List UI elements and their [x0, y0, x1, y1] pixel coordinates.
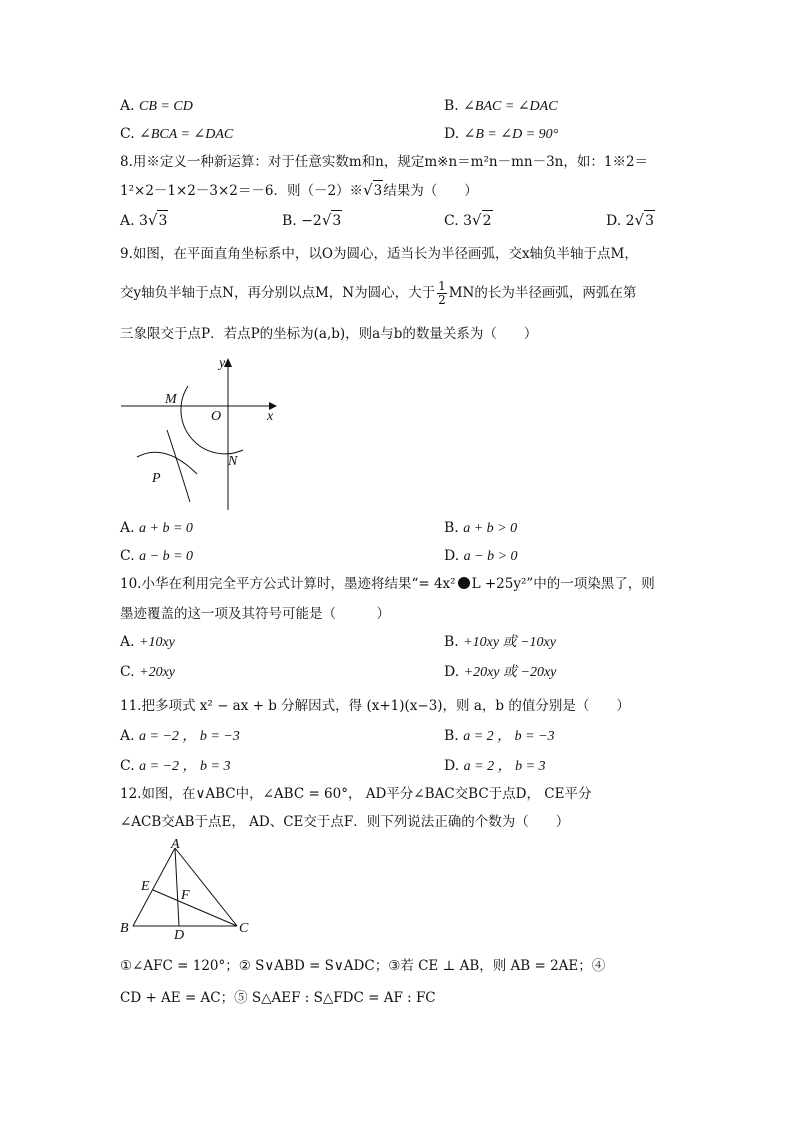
label-a: A: [171, 838, 180, 852]
radicand: 3: [331, 210, 342, 231]
option-expression: +20xy: [139, 665, 175, 680]
q9-stem-line3: 三象限交于点P．若点P的坐标为(a,b)，则a与b的数量关系为（ ）: [120, 326, 538, 342]
option-expression: a + b = 0: [139, 521, 193, 536]
option-expression: CB = CD: [139, 99, 193, 114]
q9-stem-line2: [120, 280, 636, 307]
option-label: B.: [444, 728, 464, 744]
q7-option-a: [120, 96, 193, 117]
label-m: M: [165, 392, 177, 407]
q8-option-d: [606, 210, 655, 231]
q9-stem-tail: MN的长为半径画弧，两弧在第: [448, 285, 637, 301]
q12-stem-line1: 12.如图，在∨ABC中，∠ABC = 60°， AD平分∠BAC交BC于点D， CE平分: [120, 786, 592, 802]
label-o: O: [211, 409, 222, 424]
option-expression: ∠B = ∠D = 90°: [463, 127, 559, 142]
sqrt-icon: √: [321, 211, 332, 229]
q11-option-d: [444, 756, 546, 777]
q8-stem-text: 1²×2－1×2－3×2＝－6．则（－2）※: [120, 183, 364, 199]
fraction-denominator: 2: [438, 293, 446, 307]
q10-stem-line1: [120, 574, 655, 594]
option-label: A.: [120, 728, 140, 744]
option-expression: a − b = 0: [139, 549, 194, 564]
q7-option-c: [120, 124, 233, 145]
option-expression: +20xy 或 −20xy: [463, 665, 557, 680]
option-expression: a = −2 ， b = 3: [139, 759, 231, 774]
q12-stem-line2: ∠ACB交AB于点E， AD、CE交于点F．则下列说法正确的个数为（ ）: [120, 814, 570, 830]
option-label: C.: [120, 664, 140, 680]
option-expression: +10xy 或 −10xy: [463, 635, 556, 650]
q7-option-b: [444, 96, 558, 117]
sqrt-icon: √: [634, 211, 645, 229]
q12-statements-line1: ①∠AFC = 120°；② S∨ABD = S∨ADC；③若 CE ⊥ AB，则 AB = 2AE；④: [120, 958, 606, 974]
q9-stem-line1: 9.如图，在平面直角坐标系中，以O为圆心，适当长为半径画弧，交x轴负半轴于点M，: [120, 246, 638, 262]
q10-option-a: [120, 632, 175, 653]
label-y: y: [219, 356, 226, 371]
q12-statements-line2: CD + AE = AC；⑤ S△AEF : S△FDC = AF : FC: [120, 990, 436, 1006]
option-expression: a = 2 ， b = 3: [463, 759, 546, 774]
label-d: D: [174, 928, 185, 940]
q11-option-a: [120, 726, 240, 747]
label-c: C: [239, 921, 249, 936]
q10-stem-tail: L +25y²”中的一项染黑了，则: [471, 576, 655, 592]
option-label: D.: [444, 758, 464, 774]
option-expression: ∠BCA = ∠DAC: [139, 127, 234, 142]
label-e: E: [141, 879, 150, 894]
label-b: B: [120, 921, 129, 936]
option-expression: +10xy: [139, 635, 175, 650]
option-label: A.: [120, 634, 140, 650]
option-expression: a − b > 0: [463, 549, 518, 564]
option-label: C.: [120, 548, 140, 564]
label-p: P: [152, 471, 161, 486]
sqrt-icon: √: [147, 211, 158, 229]
option-expression: a + b > 0: [463, 521, 518, 536]
q11-stem: 11.把多项式 x² − ax + b 分解因式，得 (x+1)(x−3)，则 a，b 的值分别是（ ）: [120, 698, 630, 714]
option-label: B. −2: [282, 213, 322, 229]
q10-option-d: [444, 662, 556, 683]
fraction-numerator: 1: [438, 279, 446, 293]
option-label: D. 2: [606, 213, 635, 229]
option-label: B.: [444, 520, 464, 536]
option-label: D.: [444, 126, 464, 142]
arc-from-m: [167, 430, 190, 502]
sqrt-icon: √: [363, 181, 373, 199]
q8-stem-line2: [120, 180, 478, 201]
option-label: A.: [120, 520, 140, 536]
option-label: C.: [120, 126, 140, 142]
sqrt-icon: √: [472, 211, 482, 229]
q10-stem-text: 10.小华在利用完全平方公式计算时，墨迹将结果“= 4x²: [120, 576, 456, 592]
q11-option-c: [120, 756, 230, 777]
fraction: [437, 280, 447, 307]
side-ac: [175, 848, 237, 926]
q9-option-b: [444, 518, 517, 539]
q9-option-c: [120, 546, 193, 567]
option-label: A.: [120, 98, 140, 114]
option-label: B.: [444, 98, 464, 114]
option-label: D.: [444, 548, 464, 564]
option-label: B.: [444, 634, 464, 650]
q10-option-c: [120, 662, 175, 683]
q9-option-a: [120, 518, 193, 539]
q9-option-d: [444, 546, 518, 567]
option-label: D.: [444, 664, 464, 680]
q8-stem-tail: 结果为（ ）: [383, 183, 478, 199]
option-expression: a = −2 ， b = −3: [139, 729, 240, 744]
side-ab: [133, 848, 175, 926]
label-x: x: [267, 409, 274, 424]
q11-option-b: [444, 726, 555, 747]
q10-option-b: [444, 632, 556, 653]
segment-ad: [175, 848, 179, 926]
ink-blot-icon: [458, 577, 470, 589]
option-label: C.: [120, 758, 140, 774]
q8-option-b: [282, 210, 342, 231]
q10-stem-line2: 墨迹覆盖的这一项及其符号可能是（ ）: [120, 606, 390, 622]
q8-option-c: [444, 210, 493, 231]
option-expression: a = 2 ， b = −3: [463, 729, 555, 744]
option-label: A. 3: [120, 213, 148, 229]
label-f: F: [181, 888, 190, 903]
q7-option-d: [444, 124, 558, 145]
radicand: 2: [482, 210, 493, 231]
q9-coordinate-figure: [115, 350, 295, 515]
arc-from-n: [137, 452, 197, 474]
q8-stem-line1: 8.用※定义一种新运算：对于任意实数m和n，规定m※n＝m²n－mn－3n，如：1※2＝: [120, 154, 649, 170]
label-n: N: [228, 454, 238, 469]
radicand: 3: [157, 210, 168, 231]
q12-triangle-figure: [115, 838, 260, 940]
option-expression: ∠BAC = ∠DAC: [463, 99, 558, 114]
segment-ce: [153, 890, 237, 926]
q8-option-a: [120, 210, 168, 231]
radicand: 3: [373, 180, 384, 201]
radicand: 3: [644, 210, 655, 231]
option-label: C. 3: [444, 213, 473, 229]
q9-stem-text: 交y轴负半轴于点N，再分别以点M，N为圆心，大于: [120, 285, 436, 301]
